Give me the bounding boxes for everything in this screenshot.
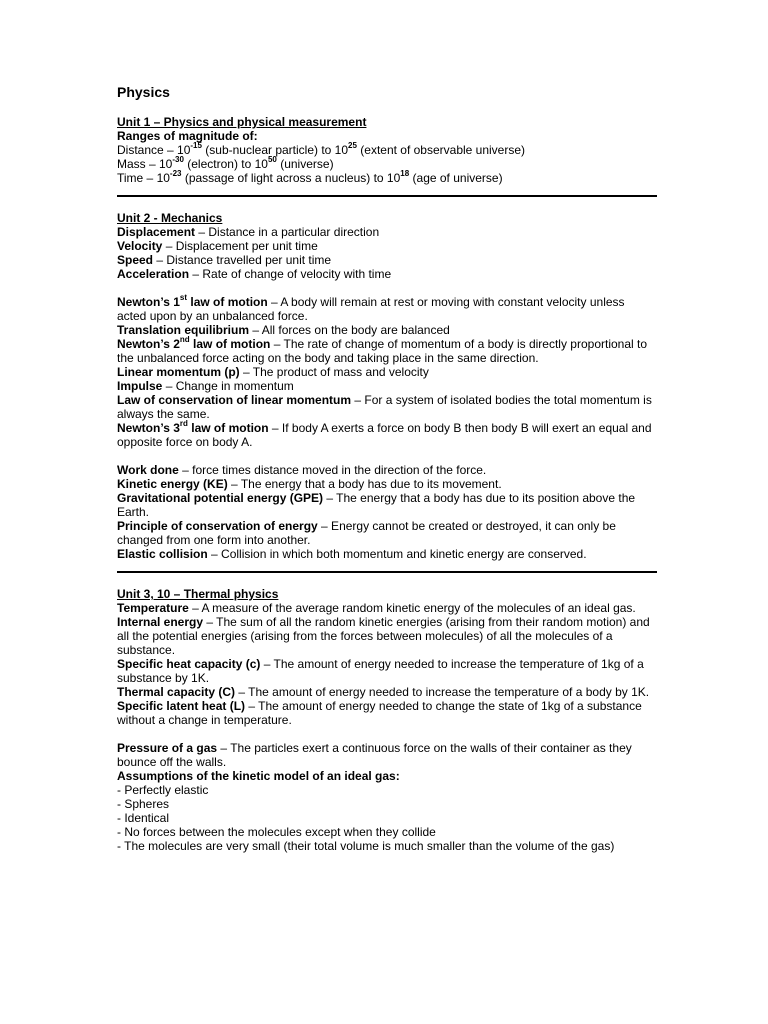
newton-third-law: Newton’s 3rd law of motion – If body A exerts a force on body B then body B will exert an equal and opposite force on body A. [117,419,652,449]
pressure-definition: Pressure of a gas – The particles exert a continuous force on the walls of their container as they bounce off the walls. [117,741,632,769]
newton-first-law: Newton’s 1st law of motion – A body will remain at rest or moving with constant velocity unless acted upon by an unbalanced force. [117,293,625,323]
conservation-momentum-definition: Law of conservation of linear momentum – For a system of isolated bodies the total momentum is always the same. [117,393,652,421]
section-divider [117,195,657,197]
distance-range: Distance – $10^{-15}$ (sub-nuclear particle) to $10^{25}$ (extent of observable universe) [117,141,526,157]
conservation-energy-definition: Principle of conservation of energy – Energy cannot be created or destroyed, it can only be changed from one form into another. [117,519,616,547]
list-item: - The molecules are very small (their total volume is much smaller than the volume of the gas) [117,839,615,853]
unit-1-section [117,115,657,185]
displacement-definition: Displacement – Distance in a particular direction [117,225,380,239]
list-item: - Perfectly elastic [117,783,209,797]
specific-heat-definition: Specific heat capacity (c) – The amount of energy needed to increase the temperature of 1kg of a substance by 1K. [117,657,644,685]
unit-3-heading: Unit 3, 10 – Thermal physics [117,587,279,601]
document-page [117,84,657,853]
list-item: - Spheres [117,797,170,811]
unit-3-section [117,587,657,853]
list-item: - No forces between the molecules except when they collide [117,825,436,839]
linear-momentum-definition: Linear momentum (p) – The product of mass and velocity [117,365,429,379]
speed-definition: Speed – Distance travelled per unit time [117,253,332,267]
velocity-definition: Velocity – Displacement per unit time [117,239,318,253]
unit-1-heading: Unit 1 – Physics and physical measurement [117,115,367,129]
kinetic-energy-definition: Kinetic energy (KE) – The energy that a body has due to its movement. [117,477,502,491]
list-item: - Identical [117,811,170,825]
work-done-definition: Work done – force times distance moved in the direction of the force. [117,463,487,477]
page-title: Physics [117,84,170,100]
impulse-definition: Impulse – Change in momentum [117,379,294,393]
time-range: Time – $10^{-23}$ (passage of light across a nucleus) to $10^{18}$ (age of universe) [117,169,503,185]
assumptions-heading: Assumptions of the kinetic model of an ideal gas: [117,769,400,783]
assumptions-list [117,783,657,853]
translation-equilibrium-definition: Translation equilibrium – All forces on the body are balanced [117,323,450,337]
elastic-collision-definition: Elastic collision – Collision in which both momentum and kinetic energy are conserved. [117,547,587,561]
unit-2-section [117,211,657,561]
internal-energy-definition: Internal energy – The sum of all the random kinetic energies (arising from their random motion) and all the potential energies (arising from the forces between molecules) of all the molecules of a substance. [117,615,650,657]
thermal-capacity-definition: Thermal capacity (C) – The amount of energy needed to increase the temperature of a body by 1K. [117,685,650,699]
newton-second-law: Newton’s 2nd law of motion – The rate of change of momentum of a body is directly proportional to the unbalanced force acting on the body and taking place in the same direction. [117,335,648,365]
mass-range: Mass – $10^{-30}$ (electron) to $10^{50}$ (universe) [117,155,334,171]
temperature-definition: Temperature – A measure of the average random kinetic energy of the molecules of an ideal gas. [117,601,636,615]
gpe-definition: Gravitational potential energy (GPE) – The energy that a body has due to its position above the Earth. [117,491,636,519]
ranges-heading: Ranges of magnitude of: [117,129,258,143]
acceleration-definition: Acceleration – Rate of change of velocity with time [117,267,392,281]
latent-heat-definition: Specific latent heat (L) – The amount of energy needed to change the state of 1kg of a substance without a change in temperature. [117,699,642,727]
unit-2-heading: Unit 2 - Mechanics [117,211,223,225]
section-divider [117,571,657,573]
